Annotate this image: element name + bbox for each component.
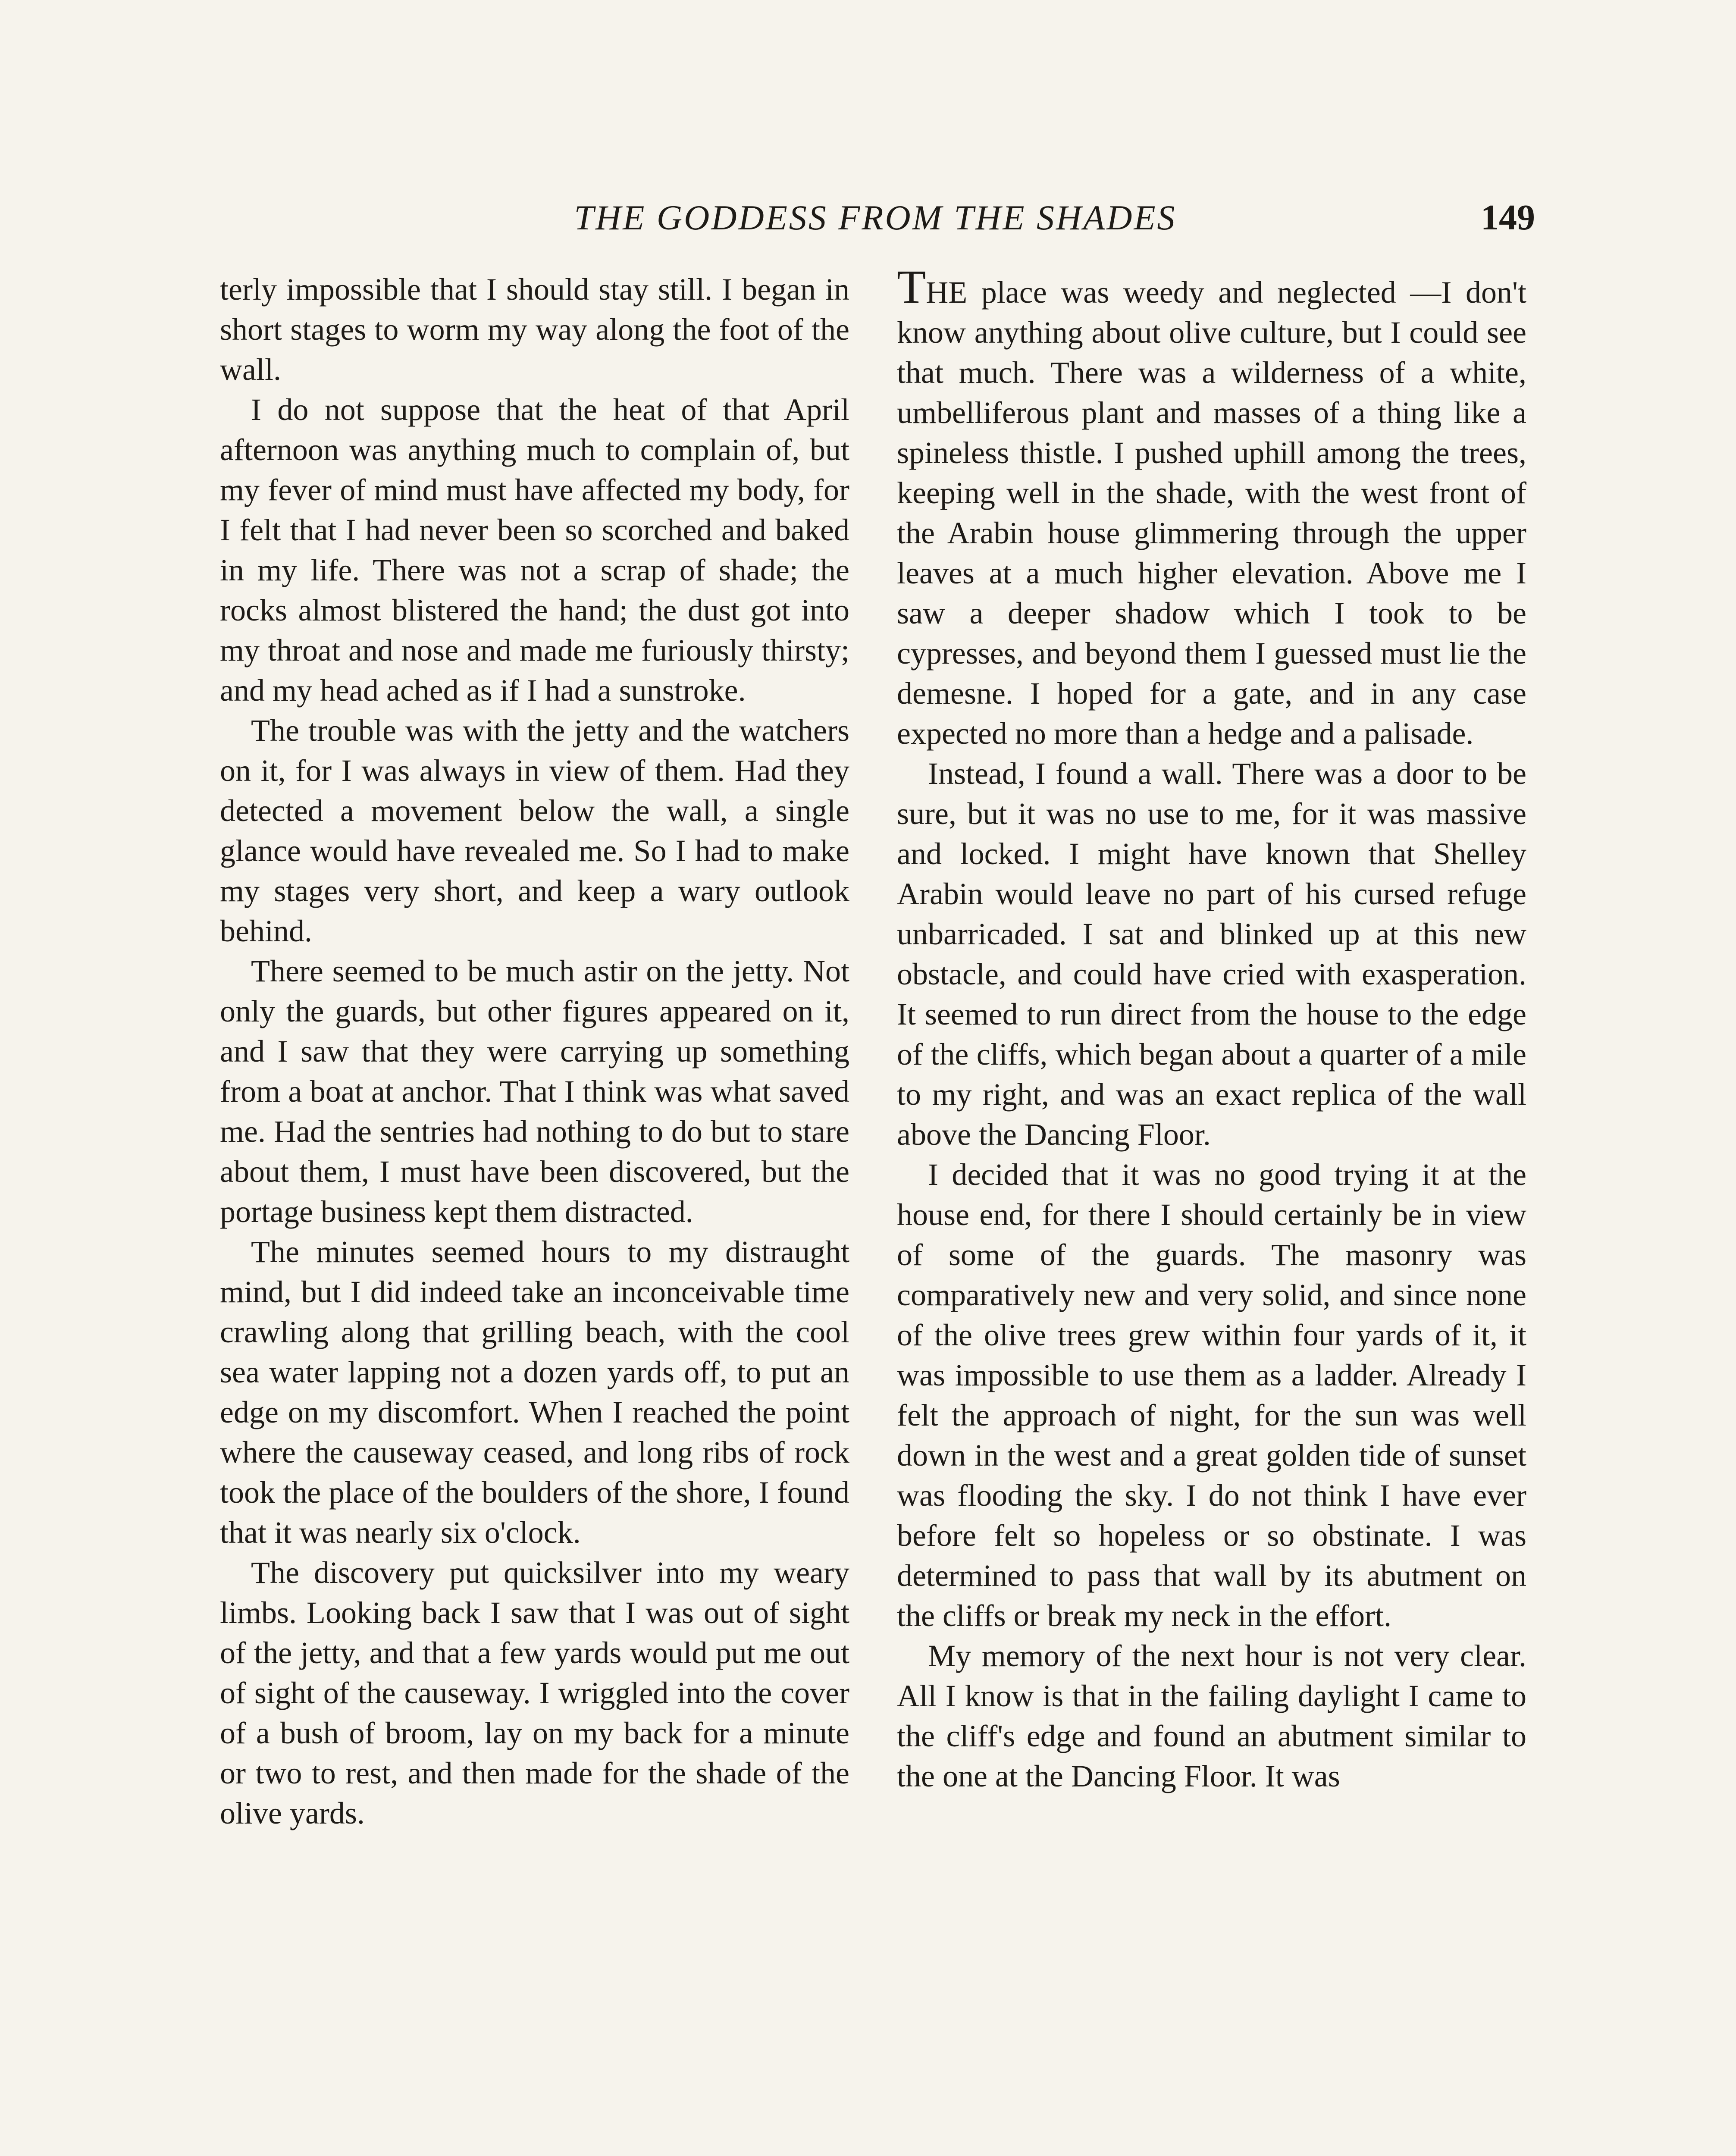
paragraph: The trouble was with the jetty and the watchers on it, for I was always in view of them. Had they detected a movement below the wall, a single glance would have revealed me. So I had to make my stages very short, and keep a wary outlook behind. — [220, 713, 849, 948]
paragraph: I decided that it was no good trying it at the house end, for there I should certainly be in view of some of the guards. The masonry was comparatively new and very solid, and since none of the olive trees grew within four yards of it, it was impossible to use them as a ladder. Already I felt the approach of night, for the sun was well down in the west and a great golden tide of sunset was flooding the sky. I do not think I have ever before felt so hopeless or so obstinate. I was determined to pass that wall by its abutment on the cliffs or break my neck in the effort. — [897, 1157, 1526, 1633]
paragraph: I do not suppose that the heat of that April afternoon was anything much to complain of, but my fever of mind must have affected my body, for I felt that I had never been so scorched and baked in my life. There was not a scrap of shade; the rocks almost blistered the hand; the dust got into my throat and nose and made me furiously thirsty; and my head ached as if I had a sunstroke. — [220, 392, 849, 708]
paragraph: The discovery put quicksilver into my weary limbs. Looking back I saw that I was out of sight of the jetty, and that a few yards would put me out of sight of the causeway. I wriggled into the cover of a bush of broom, lay on my back for a minute or two to rest, and then made for the shade of the olive yards. — [220, 1555, 849, 1830]
paragraph: My memory of the next hour is not very clear. All I know is that in the failing daylight I came to the cliff's edge and found an abutment similar to the one at the Dancing Floor. It was — [897, 1639, 1526, 1793]
right-column — [897, 260, 1526, 1796]
paragraph-text: HE place was weedy and neglected —I don't know anything about olive culture, but I could see that much. There was a wilderness of a white, umbelliferous plant and masses of a thing like a spineless thistle. I pushed uphill among the trees, keeping well in the shade, with the west front of the Arabin house glimmering through the upper leaves at a much higher elevation. Above me I saw a deeper shadow which I took to be cypresses, and beyond them I guessed must lie the demesne. I hoped for a gate, and in any case expected no more than a hedge and a palisade. — [897, 275, 1526, 751]
paragraph: Instead, I found a wall. There was a door to be sure, but it was no use to me, for it was massive and locked. I might have known that Shelley Arabin would leave no part of his cursed refuge unbarricaded. I sat and blinked up at this new obstacle, and could have cried with exasperation. It seemed to run direct from the house to the edge of the cliffs, which began about a quarter of a mile to my right, and was an exact replica of the wall above the Dancing Floor. — [897, 756, 1526, 1152]
drop-cap: T — [897, 260, 926, 313]
left-column — [220, 270, 849, 1833]
paragraph: There seemed to be much astir on the jetty. Not only the guards, but other figures appeared on it, and I saw that they were carrying up something from a boat at anchor. That I think was what saved me. Had the sentries had nothing to do but to stare about them, I must have been discovered, but the portage business kept them distracted. — [220, 954, 849, 1229]
page-header — [216, 194, 1535, 241]
paragraph: terly impossible that I should stay still. I began in short stages to worm my way along the foot of the wall. — [220, 272, 849, 387]
running-title: THE GODDESS FROM THE SHADES — [574, 198, 1177, 237]
page-number: 149 — [1481, 197, 1535, 238]
paragraph — [897, 260, 1526, 754]
paragraph: The minutes seemed hours to my distraught mind, but I did indeed take an inconceivable time crawling along that grilling beach, with the cool sea water lapping not a dozen yards off, to put an edge on my discomfort. When I reached the point where the causeway ceased, and long ribs of rock took the place of the boulders of the shore, I found that it was nearly six o'clock. — [220, 1235, 849, 1550]
